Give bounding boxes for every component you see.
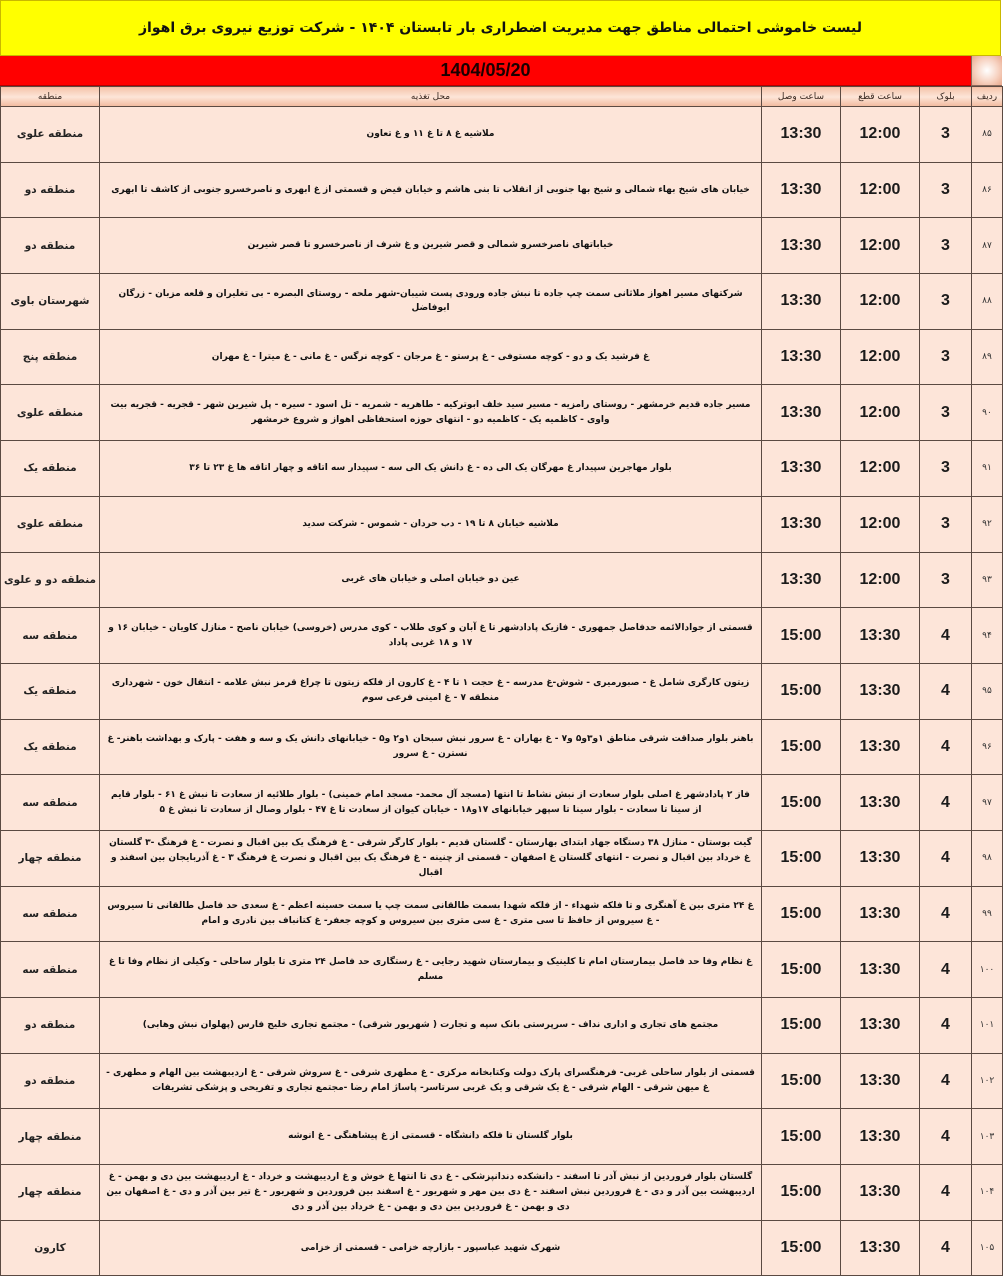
cut-time-cell: 12:00 [841,107,920,163]
block-cell: 4 [920,998,972,1054]
region-cell: منطقه دو [1,218,100,274]
region-cell: منطقه علوی [1,107,100,163]
table-row [1,218,1003,274]
cut-time-cell: 13:30 [841,830,920,886]
corner-cell [971,56,1002,86]
table-row [1,775,1003,831]
row-number-cell: ۸۹ [972,329,1003,385]
region-cell: منطقه سه [1,775,100,831]
row-number-cell: ۱۰۰ [972,942,1003,998]
cut-time-cell: 12:00 [841,496,920,552]
table-row [1,552,1003,608]
table-row [1,162,1003,218]
cut-time-cell: 12:00 [841,441,920,497]
reconnect-time-cell: 15:00 [762,608,841,664]
table-row [1,1109,1003,1165]
block-cell: 3 [920,441,972,497]
reconnect-time-cell: 15:00 [762,886,841,942]
cut-time-cell: 13:30 [841,1165,920,1221]
table-row [1,274,1003,330]
reconnect-time-cell: 15:00 [762,1220,841,1276]
cut-time-cell: 12:00 [841,329,920,385]
table-row [1,608,1003,664]
block-cell: 4 [920,663,972,719]
cut-time-cell: 13:30 [841,1053,920,1109]
reconnect-time-cell: 15:00 [762,1109,841,1165]
reconnect-time-cell: 13:30 [762,552,841,608]
row-number-cell: ۹۵ [972,663,1003,719]
location-cell: زیتون کارگری شامل غ - صبورمیری - شوش-غ مدرسه - غ حجت ۱ تا ۴ - غ کارون از فلکه زیتون تا چراغ قرمز نبش علامه - انتقال خون - شهرداری منطقه ۷ - غ امینی فرعی سوم [100,663,762,719]
cut-time-cell: 13:30 [841,886,920,942]
reconnect-time-cell: 15:00 [762,719,841,775]
region-cell: منطقه دو [1,162,100,218]
block-cell: 3 [920,274,972,330]
row-number-cell: ۹۷ [972,775,1003,831]
table-row [1,663,1003,719]
col-header-region: منطقه [1,87,100,107]
block-cell: 3 [920,496,972,552]
cut-time-cell: 13:30 [841,1109,920,1165]
location-cell: قسمتی از جوادالائمه حدفاصل جمهوری - فازیک پادادشهر تا غ آبان و کوی طلاب - کوی مدرس (خروسی) خیابان ناصح - منازل کاویان - خیابان ۱۶ و ۱۷ و ۱۸ غربی پاداد [100,608,762,664]
location-cell: عین دو خیابان اصلی و خیابان های غربی [100,552,762,608]
region-cell: منطقه چهار [1,1165,100,1221]
region-cell: شهرستان باوی [1,274,100,330]
location-cell: مسیر جاده قدیم خرمشهر - روستای رامزیه - مسیر سید خلف ابوترکیه - طاهریه - شمریه - تل اسود - سیره - پل شیرین شهر - قجریه - قجریه بیت واوی - کاظمیه یک - کاظمیه دو - انتهای حوزه استحفاظی اهواز و شروع خرمشهر [100,385,762,441]
location-cell: ملاشیه خیابان ۸ تا ۱۹ - دب حردان - شموس - شرکت سدید [100,496,762,552]
block-cell: 4 [920,886,972,942]
reconnect-time-cell: 15:00 [762,830,841,886]
reconnect-time-cell: 15:00 [762,998,841,1054]
location-cell: باهنر بلوار صداقت شرقی مناطق ۱و۳و۵ و۷ - غ بهاران - غ سرور نبش سبحان ۱و۲ و۵ - خیابانهای دانش یک و سه و هفت - پارک و بهداشت باهنر- غ نسترن - غ سرور [100,719,762,775]
region-cell: منطقه سه [1,886,100,942]
location-cell: قسمتی از بلوار ساحلی غربی- فرهنگسرای پارک دولت وکتابخانه مرکزی - غ مطهری شرقی - غ سروش شرقی - غ اردیبهشت بین الهام و مطهری - غ میهن شرقی - الهام شرقی - غ یک شرقی و یک غربی سرتاسر- پاساژ امام رضا -مجتمع تجاری و تفریحی و پزشکی تشریفات [100,1053,762,1109]
reconnect-time-cell: 13:30 [762,385,841,441]
region-cell: منطقه یک [1,663,100,719]
location-cell: غ فرشید یک و دو - کوچه مستوفی - غ پرستو - غ مرجان - کوچه نرگس - غ مانی - غ میترا - غ مهران [100,329,762,385]
cut-time-cell: 12:00 [841,162,920,218]
row-number-cell: ۸۵ [972,107,1003,163]
reconnect-time-cell: 15:00 [762,1053,841,1109]
row-number-cell: ۹۹ [972,886,1003,942]
table-row [1,830,1003,886]
cut-time-cell: 13:30 [841,663,920,719]
table-row [1,441,1003,497]
region-cell: منطقه علوی [1,496,100,552]
outage-table [0,86,1003,1276]
cut-time-cell: 12:00 [841,274,920,330]
row-number-cell: ۱۰۱ [972,998,1003,1054]
cut-time-cell: 13:30 [841,942,920,998]
region-cell: منطقه دو [1,998,100,1054]
region-cell: منطقه چهار [1,1109,100,1165]
page-title: لیست خاموشی احتمالی مناطق جهت مدیریت اضطراری بار تابستان ۱۴۰۴ - شرکت توزیع نیروی برق اهواز [0,0,1001,56]
row-number-cell: ۱۰۴ [972,1165,1003,1221]
block-cell: 3 [920,329,972,385]
row-number-cell: ۹۰ [972,385,1003,441]
region-cell: منطقه دو و علوی [1,552,100,608]
col-header-cut-time: ساعت قطع [841,87,920,107]
region-cell: منطقه پنج [1,329,100,385]
block-cell: 4 [920,775,972,831]
table-row [1,942,1003,998]
row-number-cell: ۱۰۳ [972,1109,1003,1165]
table-row [1,719,1003,775]
block-cell: 4 [920,1053,972,1109]
cut-time-cell: 12:00 [841,218,920,274]
col-header-location: محل تغذیه [100,87,762,107]
reconnect-time-cell: 15:00 [762,942,841,998]
row-number-cell: ۹۴ [972,608,1003,664]
table-row [1,107,1003,163]
reconnect-time-cell: 13:30 [762,218,841,274]
table-row [1,998,1003,1054]
location-cell: شهرک شهید عباسپور - بازارچه خزامی - قسمتی از خزامی [100,1220,762,1276]
row-number-cell: ۱۰۵ [972,1220,1003,1276]
block-cell: 3 [920,218,972,274]
row-number-cell: ۹۳ [972,552,1003,608]
table-row [1,886,1003,942]
region-cell: منطقه چهار [1,830,100,886]
location-cell: ملاشیه غ ۸ تا غ ۱۱ و غ تعاون [100,107,762,163]
row-number-cell: ۹۱ [972,441,1003,497]
location-cell: خیاباتهای ناصرخسرو شمالی و قصر شیرین و غ شرف از ناصرخسرو تا قصر شیرین [100,218,762,274]
cut-time-cell: 12:00 [841,385,920,441]
reconnect-time-cell: 15:00 [762,1165,841,1221]
table-row [1,1220,1003,1276]
block-cell: 3 [920,385,972,441]
row-number-cell: ۹۶ [972,719,1003,775]
reconnect-time-cell: 13:30 [762,329,841,385]
table-row [1,496,1003,552]
block-cell: 3 [920,552,972,608]
location-cell: فاز ۲ پادادشهر غ اصلی بلوار سعادت از نبش نشاط تا انتها (مسجد آل محمد- مسجد امام خمینی) - بلوار طلائیه از سعادت تا نبش غ ۶۱ - بلوار قایم از سینا تا سعادت - بلوار سینا تا سپهر خیابانهای ۱۷و۱۸ - خیابان کیوان از سعادت تا غ ۴۷ - بلوار وصال از سعادت تا نبش غ ۵ [100,775,762,831]
block-cell: 4 [920,608,972,664]
reconnect-time-cell: 15:00 [762,663,841,719]
block-cell: 3 [920,107,972,163]
region-cell: منطقه یک [1,719,100,775]
region-cell: منطقه یک [1,441,100,497]
table-row [1,1165,1003,1221]
region-cell: کارون [1,1220,100,1276]
block-cell: 4 [920,1165,972,1221]
cut-time-cell: 13:30 [841,775,920,831]
region-cell: منطقه سه [1,942,100,998]
location-cell: بلوار گلستان تا فلکه دانشگاه - قسمتی از غ پیشاهنگی - غ انوشه [100,1109,762,1165]
region-cell: منطقه علوی [1,385,100,441]
block-cell: 4 [920,1220,972,1276]
location-cell: غ ۲۴ متری بین غ آهنگری و تا فلکه شهداء - از فلکه شهدا بسمت طالقانی سمت چپ یا سمت حسینه اعظم - غ سعدی حد فاصل طالقانی تا سیروس - غ سیروس از حافظ تا سی متری - غ سی متری بین سیروس و کوچه جعفر- غ کتانباف بین نادری و امام [100,886,762,942]
block-cell: 4 [920,719,972,775]
location-cell: بلوار مهاجرین سپیدار غ مهرگان یک الی ده - غ دانش یک الی سه - سپیدار سه اتاقه و چهار اتاقه ها غ ۲۳ تا ۳۶ [100,441,762,497]
block-cell: 4 [920,942,972,998]
reconnect-time-cell: 13:30 [762,441,841,497]
cut-time-cell: 12:00 [841,552,920,608]
table-row [1,385,1003,441]
row-number-cell: ۸۸ [972,274,1003,330]
cut-time-cell: 13:30 [841,1220,920,1276]
table-row [1,1053,1003,1109]
row-number-cell: ۸۷ [972,218,1003,274]
block-cell: 4 [920,1109,972,1165]
col-header-row-number: ردیف [972,87,1003,107]
col-header-block: بلوک [920,87,972,107]
table-header-row [1,87,1003,107]
row-number-cell: ۸۶ [972,162,1003,218]
location-cell: مجتمع های تجاری و اداری نداف - سرپرستی بانک سپه و تجارت ( شهریور شرقی) - مجتمع تجاری خلیج فارس (پهلوان نبش وهابی) [100,998,762,1054]
schedule-date: 1404/05/20 [0,56,971,86]
cut-time-cell: 13:30 [841,608,920,664]
cut-time-cell: 13:30 [841,998,920,1054]
cut-time-cell: 13:30 [841,719,920,775]
table-row [1,329,1003,385]
reconnect-time-cell: 15:00 [762,775,841,831]
location-cell: غ نظام وفا حد فاصل بیمارستان امام تا کلینیک و بیمارستان شهید رجایی - غ رستگاری حد فاصل ۲۴ متری تا بلوار ساحلی - وکیلی از نظام وفا تا غ مسلم [100,942,762,998]
row-number-cell: ۱۰۲ [972,1053,1003,1109]
reconnect-time-cell: 13:30 [762,162,841,218]
location-cell: شرکتهای مسیر اهواز ملاثانی سمت چپ جاده تا نبش جاده ورودی پست شیبان-شهر ملحه - روستای البصره - بی تغلیران و قلعه مزبان - زرگان ابوفاضل [100,274,762,330]
region-cell: منطقه سه [1,608,100,664]
location-cell: گیت بوستان - منازل ۳۸ دستگاه جهاد ابتدای بهارستان - گلستان قدیم - بلوار کارگر شرقی - غ فرهنگ یک بین اقبال و نصرت - غ فرهنگ -۳ گلستان غ خرداد بین اقبال و نصرت - انتهای گلستان غ اصفهان - قسمتی از چنینه - غ فرهنگ یک بین اقبال و نصرت غ فرهنگ ۳ - غ آذربایجان بین اسفند و اقبال [100,830,762,886]
block-cell: 4 [920,830,972,886]
reconnect-time-cell: 13:30 [762,107,841,163]
row-number-cell: ۹۲ [972,496,1003,552]
reconnect-time-cell: 13:30 [762,496,841,552]
region-cell: منطقه دو [1,1053,100,1109]
location-cell: گلستان بلوار فروردین از نبش آذر تا اسفند - دانشکده دندانپزشکی - غ دی تا انتها غ خوش و غ اردیبهشت و خرداد - غ اردیبهشت بین دی و بهمن - غ اردیبهشت بین آذر و دی - غ فروردین نبش اسفند - غ دی بین مهر و شهریور - غ اسفند بین فروردین و شهریور - غ تیر بین آذر و دی - غ اصفهان بین دی و بهمن - غ فروردین بین دی و بهمن - غ خرداد بین آذر و دی [100,1165,762,1221]
location-cell: خیابان های شیخ بهاء شمالی و شیخ بها جنوبی از انقلاب تا بنی هاشم و خیابان فیض و قسمتی از غ ابهری و ناصرخسرو جنوبی از کاشف تا ابهری [100,162,762,218]
col-header-reconnect-time: ساعت وصل [762,87,841,107]
reconnect-time-cell: 13:30 [762,274,841,330]
row-number-cell: ۹۸ [972,830,1003,886]
block-cell: 3 [920,162,972,218]
table-body [1,107,1003,1276]
